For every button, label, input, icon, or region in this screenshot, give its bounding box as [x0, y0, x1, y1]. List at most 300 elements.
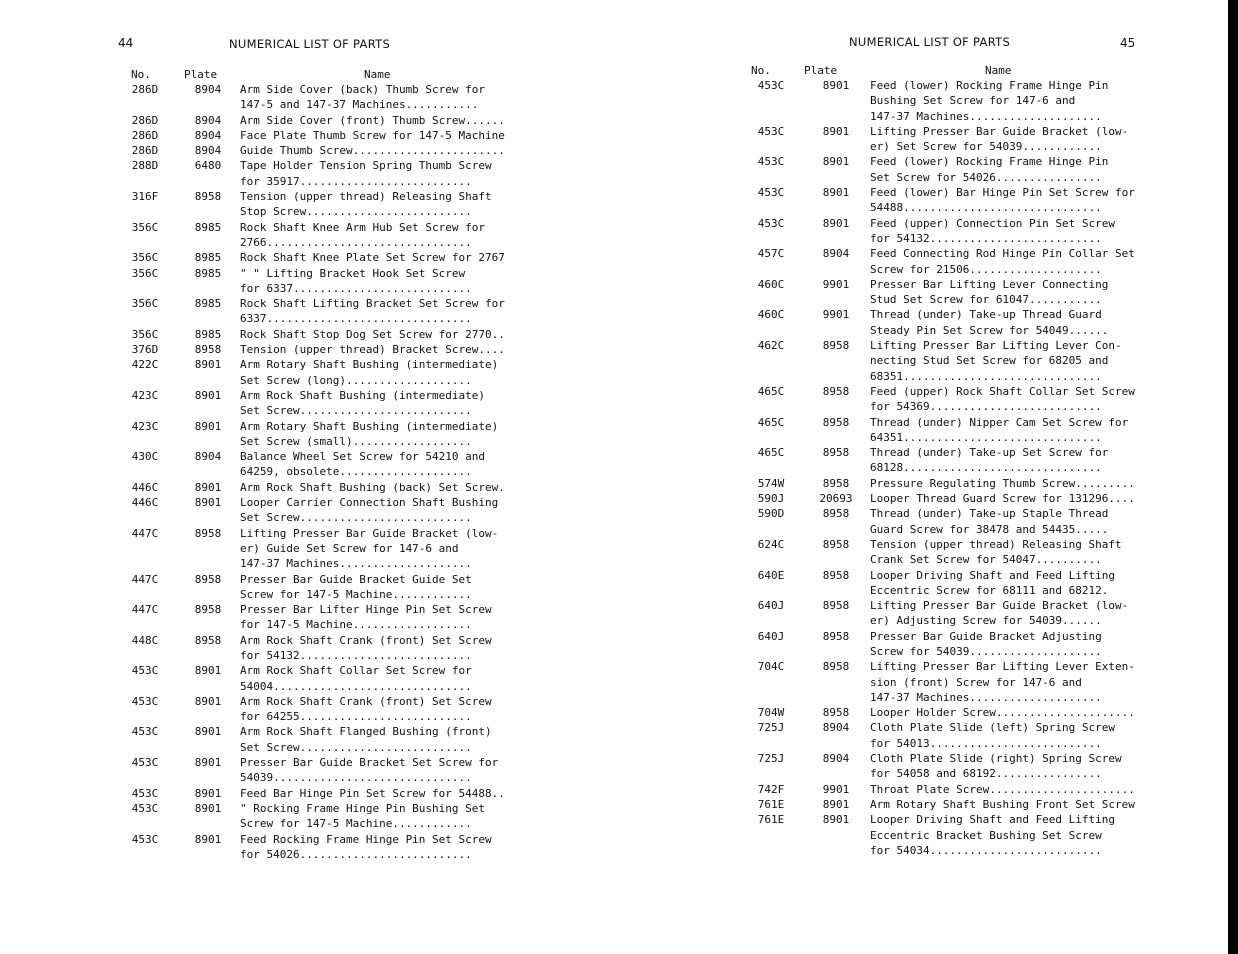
part-number: 446C [131, 480, 159, 494]
table-row [114, 480, 523, 495]
part-name-line: for 64255.......................... [240, 710, 472, 724]
part-number: 453C [757, 155, 785, 169]
part-name [240, 526, 523, 572]
table-row [114, 388, 523, 419]
part-number: 465C [757, 446, 785, 460]
part-name [870, 277, 1159, 308]
table-row [740, 659, 1159, 705]
part-name-line: Tape Holder Tension Spring Thumb Screw [240, 159, 492, 173]
table-row [740, 797, 1159, 812]
part-name [870, 797, 1159, 812]
plate-number: 8901 [822, 216, 850, 230]
part-name-line: Eccentric Screw for 68111 and 68212. [870, 583, 1109, 597]
part-name-line: Arm Rotary Shaft Bushing Front Set Screw [870, 797, 1135, 811]
part-name-line: Rock Shaft Knee Arm Hub Set Screw for [240, 220, 486, 234]
plate-number: 8904 [194, 144, 222, 158]
part-name-line: 64351.............................. [870, 430, 1102, 444]
table-row [740, 415, 1159, 446]
part-name [870, 307, 1159, 338]
part-name-line: Steady Pin Set Screw for 54049...... [870, 323, 1109, 337]
plate-number: 8958 [822, 660, 850, 674]
plate-number: 8985 [194, 327, 222, 341]
column-header-plate: Plate [184, 68, 218, 81]
table-row [740, 124, 1159, 155]
part-name-line: Face Plate Thumb Screw for 147-5 Machine [240, 128, 505, 142]
part-number: 423C [131, 388, 159, 402]
part-name-line: 54488.............................. [870, 201, 1102, 215]
part-name-line: Set Screw (long)................... [240, 373, 472, 387]
plate-number: 8904 [822, 721, 850, 735]
part-name-line: Presser Bar Guide Bracket Guide Set [240, 572, 472, 586]
part-name-line: for 54034.......................... [870, 843, 1102, 857]
plate-number: 8958 [822, 706, 850, 720]
table-row [114, 113, 523, 128]
part-name [240, 449, 523, 480]
plate-number: 8901 [194, 801, 222, 815]
part-number: 590D [757, 507, 785, 521]
part-name-line: Rock Shaft Knee Plate Set Screw for 2767 [240, 251, 505, 265]
part-name-line: Lifting Presser Bar Guide Bracket (low- [870, 124, 1129, 138]
table-row [114, 419, 523, 450]
part-name-line: for 54026.......................... [240, 847, 472, 861]
part-name [240, 419, 523, 450]
part-name-line: Set Screw.......................... [240, 740, 472, 754]
table-row [740, 782, 1159, 797]
part-name-line: Set Screw (small).................. [240, 434, 472, 448]
part-number: 453C [757, 186, 785, 200]
part-name [870, 476, 1159, 491]
table-row [740, 705, 1159, 720]
table-row [114, 663, 523, 694]
part-number: 422C [131, 358, 159, 372]
plate-number: 20693 [819, 492, 853, 506]
part-number: 761E [757, 813, 785, 827]
part-name-line: Guide Thumb Screw....................... [240, 144, 505, 158]
table-row [740, 812, 1159, 858]
part-number: 447C [131, 603, 159, 617]
part-name-line: Presser Bar Guide Bracket Adjusting [870, 629, 1102, 643]
plate-number: 8958 [822, 339, 850, 353]
part-name-line: Screw for 147-5 Machine............ [240, 817, 472, 831]
part-name-line: Feed Rocking Frame Hinge Pin Set Screw [240, 832, 492, 846]
part-name-line: Crank Set Screw for 54047.......... [870, 553, 1102, 567]
table-row [114, 786, 523, 801]
part-number: 457C [757, 247, 785, 261]
part-name [240, 786, 523, 801]
part-number: 286D [131, 113, 159, 127]
part-number: 447C [131, 526, 159, 540]
part-number: 742F [757, 782, 785, 796]
table-row [740, 307, 1159, 338]
part-name-line: er) Guide Set Screw for 147-6 and [240, 541, 459, 555]
plate-number: 8901 [822, 124, 850, 138]
plate-number: 8901 [822, 186, 850, 200]
part-name-line: Looper Thread Guard Screw for 131296.... [870, 492, 1135, 506]
part-name [870, 338, 1159, 384]
part-name [240, 327, 523, 342]
plate-number: 6480 [194, 159, 222, 173]
part-name-line: Feed (lower) Rocking Frame Hinge Pin [870, 155, 1109, 169]
part-name [240, 801, 523, 832]
plate-number: 8958 [822, 599, 850, 613]
part-name-line: Stop Screw......................... [240, 205, 472, 219]
table-row [740, 185, 1159, 216]
part-number: 448C [131, 633, 159, 647]
part-name-line: er) Adjusting Screw for 54039...... [870, 614, 1102, 628]
part-name-line: 54039.............................. [240, 771, 472, 785]
plate-number: 8901 [194, 725, 222, 739]
part-name [240, 495, 523, 526]
part-name-line: for 147-5 Machine.................. [240, 618, 472, 632]
part-number: 453C [757, 124, 785, 138]
table-row [740, 277, 1159, 308]
table-row [114, 755, 523, 786]
part-number: 453C [131, 664, 159, 678]
part-name-line: Feed Connecting Rod Hinge Pin Collar Set [870, 247, 1135, 261]
table-row [114, 602, 523, 633]
part-name-line: Looper Carrier Connection Shaft Bushing [240, 496, 499, 510]
part-name [240, 633, 523, 664]
part-number: 447C [131, 572, 159, 586]
plate-number: 8958 [822, 446, 850, 460]
part-name-line: Arm Side Cover (front) Thumb Screw...... [240, 113, 505, 127]
part-name-line: Tension (upper thread) Bracket Screw.... [240, 343, 505, 357]
part-name [240, 832, 523, 863]
part-name-line: Cloth Plate Slide (left) Spring Screw [870, 721, 1116, 735]
part-name-line: Screw for 21506.................... [870, 262, 1102, 276]
part-name-line: for 54132.......................... [240, 648, 472, 662]
part-name-line: Arm Rock Shaft Flanged Bushing (front) [240, 725, 492, 739]
part-number: 465C [757, 384, 785, 398]
table-row [114, 266, 523, 297]
table-row [740, 491, 1159, 506]
part-number: 376D [131, 343, 159, 357]
table-row [740, 720, 1159, 751]
part-name-line: sion (front) Screw for 147-6 and [870, 675, 1082, 689]
plate-number: 8958 [194, 526, 222, 540]
part-name-line: Feed Bar Hinge Pin Set Screw for 54488.. [240, 786, 505, 800]
part-name-line: Arm Side Cover (back) Thumb Screw for [240, 83, 486, 96]
part-name-line: 147-5 and 147-37 Machines........... [240, 98, 479, 112]
part-name [240, 220, 523, 251]
part-name-line: Tension (upper thread) Releasing Shaft [240, 190, 492, 204]
part-name [870, 154, 1159, 185]
part-name-line: Tension (upper thread) Releasing Shaft [870, 537, 1122, 551]
part-name-line: Arm Rock Shaft Bushing (intermediate) [240, 388, 486, 402]
plate-number: 8901 [194, 388, 222, 402]
part-name-line: Set Screw for 54026................ [870, 170, 1102, 184]
part-name-line: Feed (upper) Connection Pin Set Screw [870, 216, 1116, 230]
plate-number: 9901 [822, 782, 850, 796]
table-row [114, 572, 523, 603]
part-number: 453C [131, 694, 159, 708]
table-row [114, 143, 523, 158]
part-number: 356C [131, 266, 159, 280]
part-name-line: Set Screw.......................... [240, 404, 472, 418]
part-number: 640J [757, 599, 785, 613]
table-row [114, 82, 523, 113]
column-header-name: Name [985, 64, 1012, 77]
part-number: 356C [131, 327, 159, 341]
table-row [114, 357, 523, 388]
part-name [240, 694, 523, 725]
part-name [240, 572, 523, 603]
part-name [240, 724, 523, 755]
plate-number: 8985 [194, 297, 222, 311]
table-row [740, 506, 1159, 537]
part-name-line: 147-37 Machines.................... [870, 690, 1102, 704]
plate-number: 8958 [822, 537, 850, 551]
part-name [240, 250, 523, 265]
table-row [114, 633, 523, 664]
plate-number: 8901 [194, 694, 222, 708]
part-name-line: Screw for 147-5 Machine............ [240, 587, 472, 601]
plate-number: 8985 [194, 251, 222, 265]
left-page [0, 0, 600, 954]
plate-number: 9901 [822, 277, 850, 291]
part-name [240, 480, 523, 495]
plate-number: 8958 [194, 190, 222, 204]
table-row [114, 220, 523, 251]
part-number: 704W [757, 706, 785, 720]
plate-number: 8958 [194, 572, 222, 586]
part-number: 725J [757, 752, 785, 766]
part-name [240, 266, 523, 297]
part-name [870, 720, 1159, 751]
part-number: 286D [131, 83, 159, 96]
plate-number: 8904 [822, 752, 850, 766]
table-row [114, 342, 523, 357]
part-number: 453C [131, 756, 159, 770]
table-row [740, 445, 1159, 476]
part-name [870, 246, 1159, 277]
table-row [114, 526, 523, 572]
plate-number: 8901 [194, 496, 222, 510]
plate-number: 8958 [194, 603, 222, 617]
plate-number: 8904 [194, 450, 222, 464]
part-name-line: for 6337........................... [240, 281, 472, 295]
plate-number: 8904 [194, 83, 222, 96]
part-name-line: Thread (under) Nipper Cam Set Screw for [870, 415, 1129, 429]
part-name [870, 384, 1159, 415]
part-name [240, 113, 523, 128]
part-name-line: Pressure Regulating Thumb Screw......... [870, 476, 1135, 490]
part-number: 640J [757, 629, 785, 643]
plate-number: 8958 [822, 476, 850, 490]
part-number: 288D [131, 159, 159, 173]
part-name-line: for 35917.......................... [240, 174, 472, 188]
part-name [240, 663, 523, 694]
page-number: 44 [118, 36, 134, 50]
part-name-line: Guard Screw for 38478 and 54435..... [870, 522, 1109, 536]
plate-number: 8958 [822, 415, 850, 429]
parts-list [740, 78, 1159, 858]
table-row [740, 246, 1159, 277]
part-name [240, 158, 523, 189]
part-name-line: Lifting Presser Bar Guide Bracket (low- [240, 526, 499, 540]
plate-number: 8901 [822, 79, 850, 92]
part-number: 286D [131, 144, 159, 158]
part-name-line: Throat Plate Screw...................... [870, 782, 1135, 796]
table-row [740, 751, 1159, 782]
table-row [740, 384, 1159, 415]
part-number: 590J [757, 492, 785, 506]
part-number: 356C [131, 251, 159, 265]
table-row [114, 832, 523, 863]
plate-number: 8901 [194, 786, 222, 800]
part-name-line: Eccentric Bracket Bushing Set Screw [870, 828, 1102, 842]
page-title: NUMERICAL LIST OF PARTS [229, 37, 391, 51]
part-number: 446C [131, 496, 159, 510]
part-name [870, 124, 1159, 155]
table-row [740, 216, 1159, 247]
plate-number: 8958 [194, 633, 222, 647]
part-name-line: Feed (lower) Rocking Frame Hinge Pin [870, 79, 1109, 92]
table-row [740, 629, 1159, 660]
part-number: 356C [131, 220, 159, 234]
part-number: 453C [757, 79, 785, 92]
part-name [870, 537, 1159, 568]
part-name-line: for 54132.......................... [870, 231, 1102, 245]
part-name [870, 659, 1159, 705]
plate-number: 8901 [822, 155, 850, 169]
table-row [114, 449, 523, 480]
part-name [240, 357, 523, 388]
part-name-line: for 54369.......................... [870, 400, 1102, 414]
part-name-line: Arm Rotary Shaft Bushing (intermediate) [240, 358, 499, 372]
right-page [620, 0, 1228, 954]
table-row [114, 296, 523, 327]
part-number: 725J [757, 721, 785, 735]
part-name-line: " " Lifting Bracket Hook Set Screw [240, 266, 466, 280]
part-name [870, 491, 1159, 506]
table-row [740, 537, 1159, 568]
part-name-line: Rock Shaft Stop Dog Set Screw for 2770.. [240, 327, 505, 341]
column-header-no: No. [131, 68, 151, 81]
part-name-line: for 54058 and 68192................ [870, 767, 1102, 781]
plate-number: 8904 [194, 128, 222, 142]
part-number: 761E [757, 797, 785, 811]
part-name-line: Arm Rock Shaft Collar Set Screw for [240, 664, 472, 678]
part-name-line: " Rocking Frame Hinge Pin Bushing Set [240, 801, 486, 815]
plate-number: 8901 [194, 358, 222, 372]
part-name [870, 216, 1159, 247]
part-name-line: Lifting Presser Bar Guide Bracket (low- [870, 599, 1129, 613]
plate-number: 8901 [194, 480, 222, 494]
part-name-line: Presser Bar Guide Bracket Set Screw for [240, 756, 499, 770]
part-name-line: necting Stud Set Screw for 68205 and [870, 354, 1109, 368]
part-name [240, 189, 523, 220]
part-number: 465C [757, 415, 785, 429]
table-row [114, 158, 523, 189]
table-row [740, 78, 1159, 124]
part-number: 423C [131, 419, 159, 433]
part-name-line: Arm Rock Shaft Crank (front) Set Screw [240, 633, 492, 647]
part-name-line: 68351.............................. [870, 369, 1102, 383]
page-edge [1228, 0, 1238, 954]
part-name-line: Rock Shaft Lifting Bracket Set Screw for [240, 297, 505, 311]
part-name-line: Stud Set Screw for 61047........... [870, 293, 1102, 307]
part-name-line: 54004.............................. [240, 679, 472, 693]
part-number: 640E [757, 568, 785, 582]
part-name [870, 629, 1159, 660]
part-name-line: Lifting Presser Bar Lifting Lever Con- [870, 339, 1122, 353]
part-name [870, 445, 1159, 476]
part-name [240, 128, 523, 143]
part-name [870, 812, 1159, 858]
part-number: 462C [757, 339, 785, 353]
table-row [114, 250, 523, 265]
table-row [114, 495, 523, 526]
plate-number: 8901 [194, 419, 222, 433]
table-row [114, 801, 523, 832]
plate-number: 8901 [822, 813, 850, 827]
part-name [870, 705, 1159, 720]
part-name [870, 506, 1159, 537]
column-header-name: Name [364, 68, 391, 81]
part-name-line: Arm Rock Shaft Bushing (back) Set Screw. [240, 480, 505, 494]
part-name-line: 2766............................... [240, 235, 472, 249]
part-name-line: 6337............................... [240, 312, 472, 326]
part-name-line: Bushing Set Screw for 147-6 and [870, 94, 1076, 108]
plate-number: 8901 [194, 664, 222, 678]
part-name [870, 751, 1159, 782]
part-name-line: Looper Driving Shaft and Feed Lifting [870, 568, 1116, 582]
column-header-no: No. [751, 64, 771, 77]
part-name [870, 782, 1159, 797]
part-number: 316F [131, 190, 159, 204]
part-name [870, 78, 1159, 124]
part-name-line: Screw for 54039.................... [870, 644, 1102, 658]
part-name [240, 755, 523, 786]
plate-number: 8958 [822, 507, 850, 521]
table-row [740, 598, 1159, 629]
part-name-line: Balance Wheel Set Screw for 54210 and [240, 450, 486, 464]
table-row [740, 338, 1159, 384]
part-name-line: Cloth Plate Slide (right) Spring Screw [870, 752, 1122, 766]
part-number: 460C [757, 277, 785, 291]
part-number: 453C [131, 786, 159, 800]
part-name-line: 147-37 Machines.................... [870, 109, 1102, 123]
table-row [740, 568, 1159, 599]
part-number: 453C [757, 216, 785, 230]
table-row [740, 476, 1159, 491]
table-row [114, 694, 523, 725]
part-name-line: Arm Rock Shaft Crank (front) Set Screw [240, 694, 492, 708]
part-name-line: 68128.............................. [870, 461, 1102, 475]
plate-number: 8985 [194, 266, 222, 280]
part-name-line: Set Screw.......................... [240, 511, 472, 525]
part-name [240, 342, 523, 357]
plate-number: 8958 [822, 384, 850, 398]
part-number: 453C [131, 725, 159, 739]
part-number: 356C [131, 297, 159, 311]
plate-number: 8901 [194, 756, 222, 770]
part-name-line: Thread (under) Take-up Staple Thread [870, 507, 1109, 521]
table-row [114, 189, 523, 220]
part-number: 574W [757, 476, 785, 490]
plate-number: 8958 [822, 568, 850, 582]
plate-number: 8958 [194, 343, 222, 357]
part-name-line: Feed (lower) Bar Hinge Pin Set Screw for [870, 186, 1135, 200]
part-name-line: Looper Driving Shaft and Feed Lifting [870, 813, 1116, 827]
plate-number: 8901 [822, 797, 850, 811]
part-number: 430C [131, 450, 159, 464]
part-number: 624C [757, 537, 785, 551]
plate-number: 9901 [822, 308, 850, 322]
page-title: NUMERICAL LIST OF PARTS [849, 35, 1011, 49]
part-name-line: Feed (upper) Rock Shaft Collar Set Screw [870, 384, 1135, 398]
